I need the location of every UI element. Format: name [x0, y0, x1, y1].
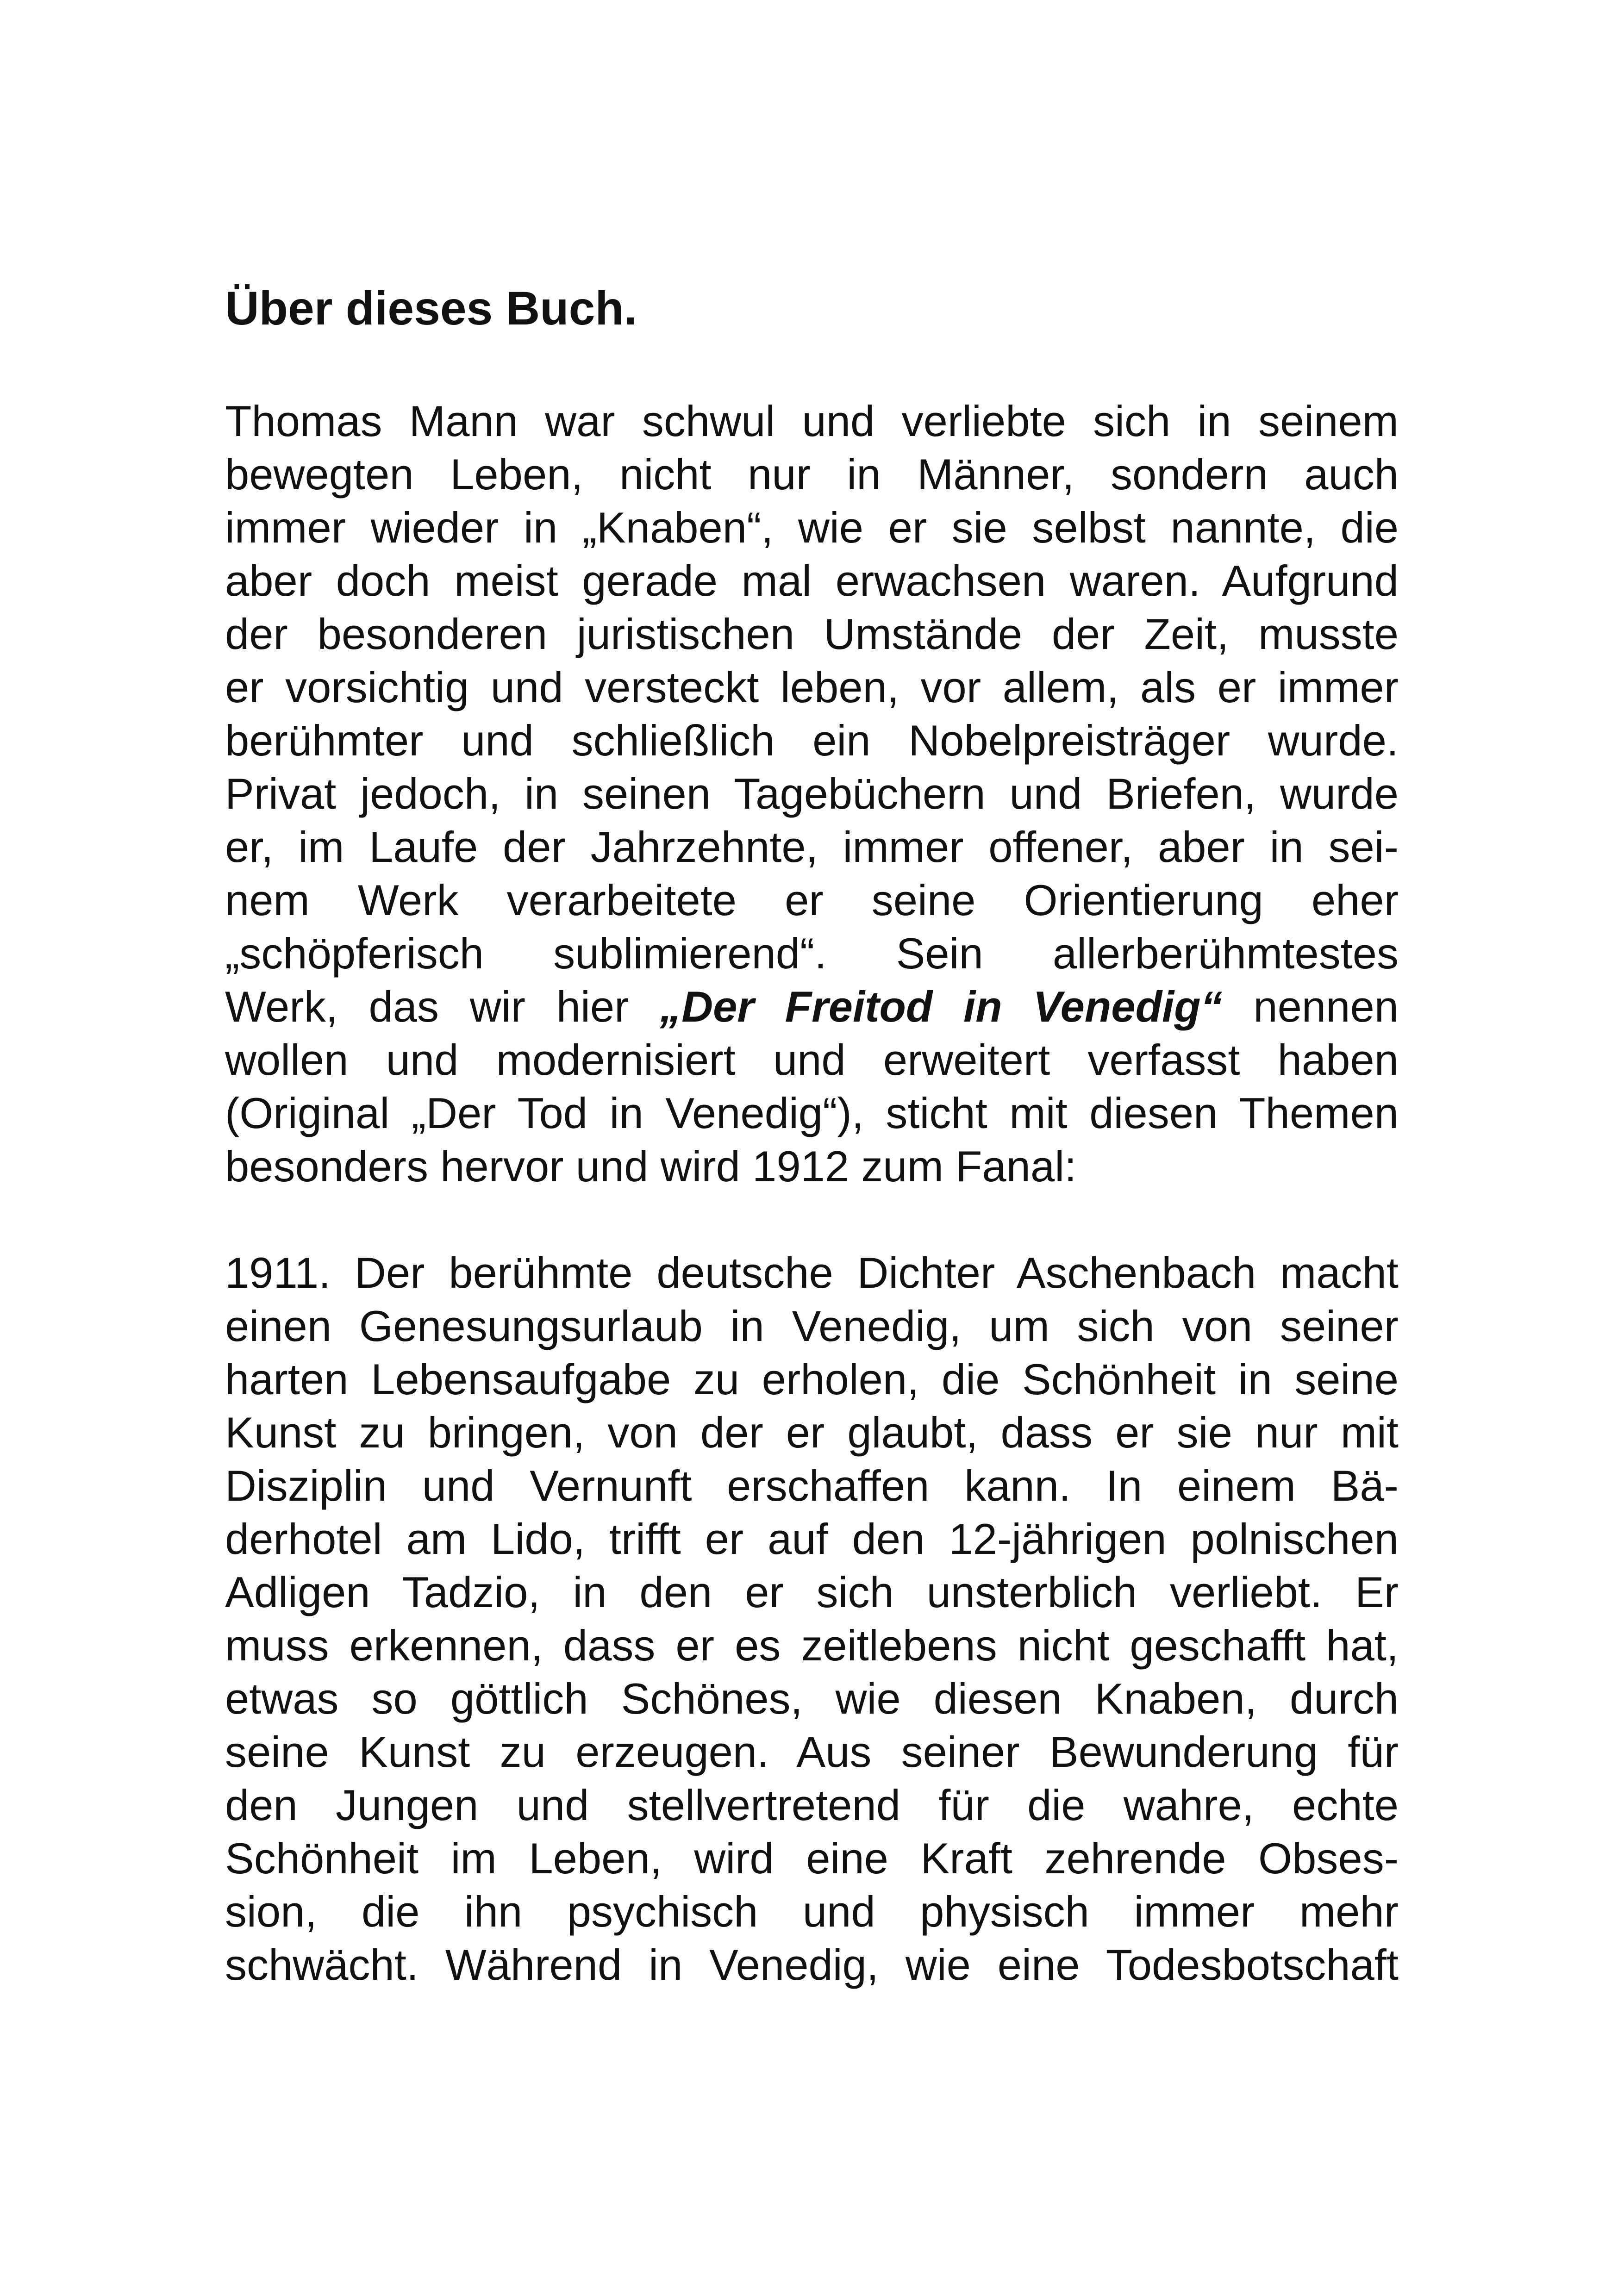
text-line: den Jungen und stellvertretend für die wahre, echte [225, 1781, 1399, 1829]
text-line: immer wieder in „Knaben“, wie er sie selbst nannte, die [225, 503, 1399, 552]
text-line-with-book-title [225, 980, 1399, 1033]
text-line: (Original „Der Tod in Venedig“), sticht mit diesen Themen [225, 1089, 1399, 1137]
intro-paragraph [225, 394, 1399, 1193]
text-line: sion, die ihn psychisch und physisch immer mehr [225, 1887, 1399, 1936]
text-line: der besonderen juristischen Umstände der Zeit, musste [225, 610, 1399, 658]
text-line: bewegten Leben, nicht nur in Männer, sondern auch [225, 450, 1399, 499]
text-line: harten Lebensaufgabe zu erholen, die Schönheit in seine [225, 1355, 1399, 1403]
text-line: berühmter und schließlich ein Nobelpreisträger wurde. [225, 716, 1399, 765]
text-line: aber doch meist gerade mal erwachsen waren. Aufgrund [225, 556, 1399, 605]
text-line: Thomas Mann war schwul und verliebte sich in seinem [225, 397, 1399, 445]
text-line: 1911. Der berühmte deutsche Dichter Aschenbach macht [225, 1248, 1399, 1297]
page-title: Über dieses Buch. [225, 282, 637, 335]
text-line: etwas so göttlich Schönes, wie diesen Knaben, durch [225, 1674, 1399, 1723]
text-line: muss erkennen, dass er es zeitlebens nicht geschafft hat, [225, 1621, 1399, 1670]
text-line: schwächt. Während in Venedig, wie eine Todesbotschaft [225, 1940, 1399, 1989]
synopsis-paragraph [225, 1246, 1399, 1991]
text-line: besonders hervor und wird 1912 zum Fanal: [225, 1142, 1077, 1191]
text-line: er vorsichtig und versteckt leben, vor allem, als er immer [225, 663, 1399, 711]
text-line: Kunst zu bringen, von der er glaubt, dass er sie nur mit [225, 1408, 1399, 1457]
text-line: seine Kunst zu erzeugen. Aus seiner Bewunderung für [225, 1727, 1399, 1776]
text-line: einen Genesungsurlaub in Venedig, um sich von seiner [225, 1302, 1399, 1350]
text-line: Disziplin und Vernunft erschaffen kann. In einem Bä- [225, 1461, 1399, 1510]
text-line: nem Werk verarbeitete er seine Orientierung eher [225, 876, 1399, 924]
text-line: derhotel am Lido, trifft er auf den 12-jährigen polnischen [225, 1515, 1399, 1563]
book-title: „Der Freitod in Venedig“ [660, 982, 1223, 1031]
text-line: wollen und modernisiert und erweitert verfasst haben [225, 1035, 1399, 1084]
text-line: „schöpferisch sublimierend“. Sein allerberühmtestes [225, 929, 1399, 978]
text-segment: nennen [1222, 982, 1399, 1031]
text-line: Schönheit im Leben, wird eine Kraft zehrende Obses- [225, 1834, 1399, 1883]
text-line: Adligen Tadzio, in den er sich unsterblich verliebt. Er [225, 1568, 1399, 1616]
text-line: Privat jedoch, in seinen Tagebüchern und Briefen, wurde [225, 769, 1399, 818]
text-line: er, im Laufe der Jahrzehnte, immer offener, aber in sei- [225, 823, 1399, 871]
text-segment: Werk, das wir hier [225, 982, 660, 1031]
